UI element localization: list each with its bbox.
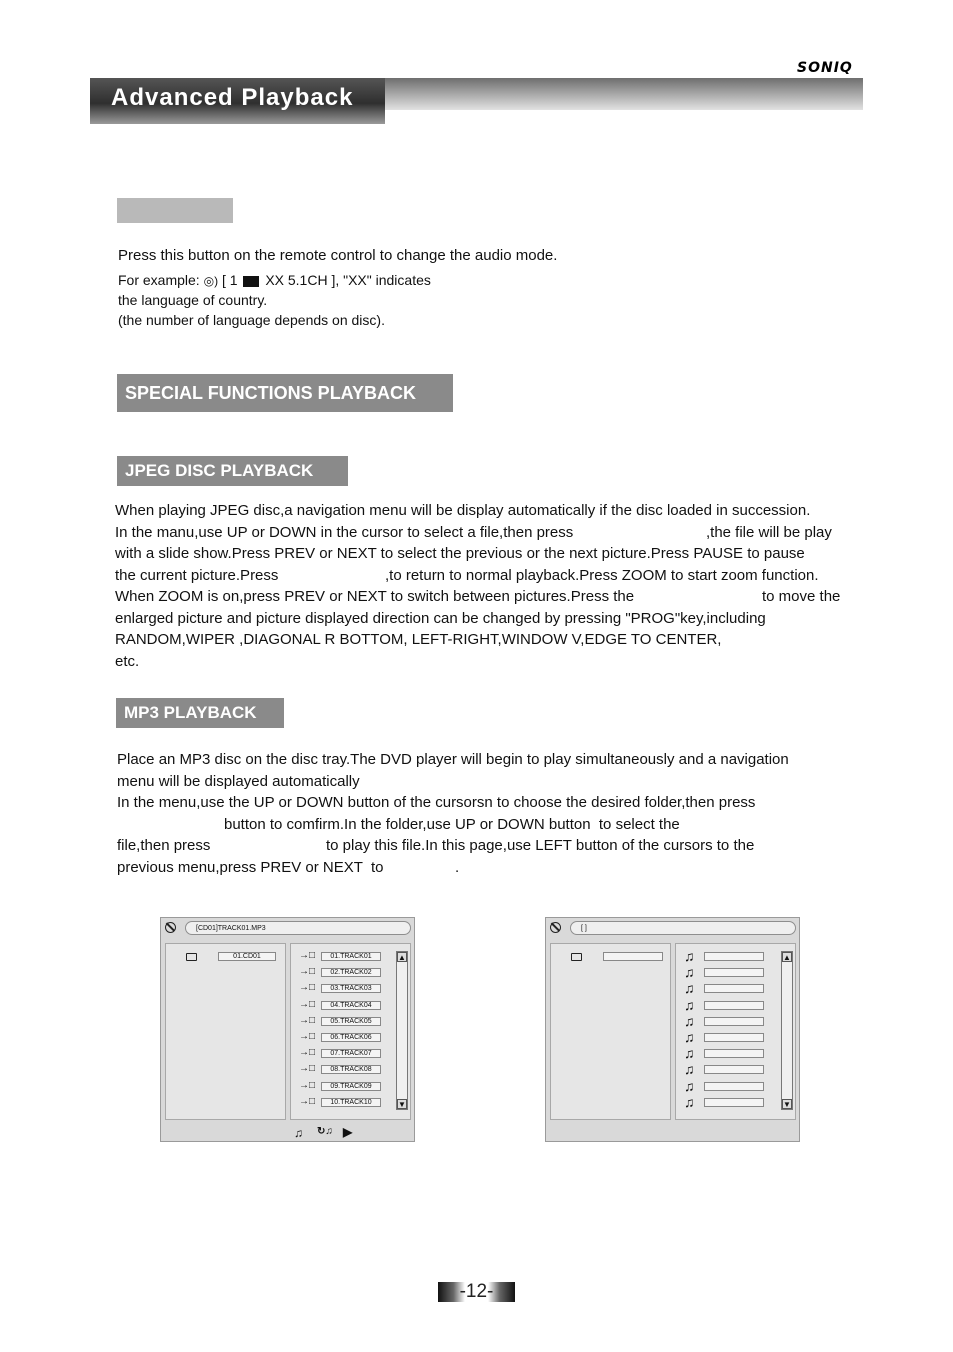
track-item[interactable] <box>704 1049 764 1058</box>
folder-pane <box>550 943 671 1120</box>
jpeg-section-label: JPEG DISC PLAYBACK <box>117 456 348 486</box>
jpeg-line: with a slide show.Press PREV or NEXT to select the previous or the next picture.Press PAUSE to pause <box>115 545 805 562</box>
scrollbar[interactable] <box>396 951 408 1110</box>
folder-pane <box>165 943 286 1120</box>
track-item[interactable] <box>704 1065 764 1074</box>
music-file-icon: ♫ <box>684 980 695 997</box>
path-bar: [CD01]TRACK01.MP3 <box>185 921 411 935</box>
track-file-icon: →□ <box>299 966 316 978</box>
special-functions-label: SPECIAL FUNCTIONS PLAYBACK <box>117 374 453 412</box>
audio-line-1: Press this button on the remote control to change the audio mode. <box>118 247 558 264</box>
jpeg-line: ,the file will be play <box>706 523 832 541</box>
disc-icon <box>165 922 176 933</box>
audio-line-4: (the number of language depends on disc). <box>118 312 385 328</box>
mp3-line: In the menu,use the UP or DOWN button of the cursorsn to choose the desired folder,then press <box>117 794 756 811</box>
disc-icon <box>550 922 561 933</box>
track-item[interactable]: 04.TRACK04 <box>321 1001 381 1010</box>
audio-line-2 <box>118 270 431 291</box>
track-file-icon: →□ <box>299 1014 316 1026</box>
track-pane <box>290 943 411 1120</box>
music-file-icon: ♫ <box>684 1093 695 1110</box>
track-item[interactable] <box>704 1017 764 1026</box>
folder-icon <box>186 953 197 961</box>
music-file-icon: ♫ <box>684 964 695 981</box>
mp3-line: file,then press <box>117 837 211 854</box>
track-item[interactable] <box>704 952 764 961</box>
track-item[interactable] <box>704 968 764 977</box>
jpeg-line: the current picture.Press <box>115 566 279 584</box>
track-item[interactable] <box>704 1082 764 1091</box>
track-item[interactable]: 06.TRACK06 <box>321 1033 381 1042</box>
mp3-text <box>117 749 837 879</box>
music-note-icon[interactable]: ♫ <box>294 1126 303 1140</box>
mp3-menu-screen-1 <box>160 917 415 1142</box>
mp3-line: . <box>455 858 460 876</box>
music-file-icon: ♫ <box>684 1029 695 1045</box>
mp3-line: Place an MP3 disc on the disc tray.The DVD player will begin to play simultaneously and a navigation <box>117 751 789 768</box>
track-file-icon: →□ <box>299 1031 316 1042</box>
audio-example-prefix: For example: <box>118 272 200 288</box>
music-file-icon: ♫ <box>684 1045 695 1062</box>
audio-example-suffix: XX 5.1CH ], "XX" indicates <box>265 272 431 288</box>
scroll-up-icon[interactable]: ▲ <box>783 953 791 962</box>
track-item[interactable]: 02.TRACK02 <box>321 968 381 977</box>
jpeg-text <box>115 500 855 675</box>
music-file-icon: ♫ <box>684 1077 695 1094</box>
folder-item[interactable]: 01.CD01 <box>218 952 276 961</box>
track-file-icon: →□ <box>299 998 316 1010</box>
mp3-line: to play this file.In this page,use LEFT button of the cursors to the <box>326 837 755 854</box>
track-item[interactable]: 05.TRACK05 <box>321 1017 381 1026</box>
track-file-icon: →□ <box>299 950 316 961</box>
track-item[interactable] <box>704 984 764 993</box>
folder-item[interactable] <box>603 952 663 961</box>
jpeg-line: enlarged picture and picture displayed direction can be changed by pressing "PROG"key,including <box>115 609 766 627</box>
jpeg-line: ,to return to normal playback.Press ZOOM to start zoom function. <box>385 566 819 584</box>
scroll-up-icon[interactable]: ▲ <box>398 953 406 962</box>
scrollbar[interactable] <box>781 951 793 1110</box>
audio-example-mid: [ 1 <box>221 272 238 288</box>
repeat-icon[interactable]: ↻♫ <box>317 1126 333 1137</box>
brand-logo: SONIQ <box>797 60 853 76</box>
track-item[interactable]: 10.TRACK10 <box>321 1098 381 1107</box>
track-item[interactable]: 01.TRACK01 <box>321 952 381 961</box>
track-file-icon: →□ <box>299 1079 316 1091</box>
music-file-icon: ♫ <box>684 996 695 1013</box>
track-item[interactable]: 09.TRACK09 <box>321 1082 381 1091</box>
jpeg-line: etc. <box>115 652 140 670</box>
track-item[interactable] <box>704 1098 764 1107</box>
jpeg-line: RANDOM,WIPER ,DIAGONAL R BOTTOM, LEFT-RIGHT,WINDOW V,EDGE TO CENTER, <box>115 631 722 648</box>
track-item[interactable]: 03.TRACK03 <box>321 984 381 993</box>
audio-icon: ◎) <box>203 274 219 288</box>
scroll-down-icon[interactable]: ▼ <box>398 1100 406 1109</box>
audio-section-label <box>117 198 233 223</box>
jpeg-line: to move the <box>762 588 841 605</box>
dolby-icon <box>243 276 259 287</box>
folder-icon <box>571 953 582 961</box>
mp3-section-label: MP3 PLAYBACK <box>116 698 284 728</box>
track-item[interactable]: 08.TRACK08 <box>321 1065 381 1074</box>
mp3-menu-screen-2 <box>545 917 800 1142</box>
play-icon[interactable]: ▶ <box>343 1125 353 1139</box>
track-item[interactable] <box>704 1001 764 1010</box>
track-item[interactable] <box>704 1033 764 1042</box>
music-file-icon: ♫ <box>684 948 695 964</box>
page-title: Advanced Playback <box>111 84 354 111</box>
track-file-icon: →□ <box>299 1063 316 1075</box>
track-file-icon: →□ <box>299 1095 316 1107</box>
mp3-line: menu will be displayed automatically <box>117 772 360 790</box>
jpeg-line: When playing JPEG disc,a navigation menu will be display automatically if the disc loaded in succession. <box>115 502 811 519</box>
path-bar: [ ] <box>570 921 796 935</box>
music-file-icon: ♫ <box>684 1012 695 1029</box>
jpeg-line: In the manu,use UP or DOWN in the cursor to select a file,then press <box>115 523 574 541</box>
music-file-icon: ♫ <box>684 1061 695 1078</box>
mp3-line: button to comfirm.In the folder,use UP or DOWN button to select the <box>224 815 680 833</box>
jpeg-line: When ZOOM is on,press PREV or NEXT to switch between pictures.Press the <box>115 588 635 605</box>
track-file-icon: →□ <box>299 1047 316 1059</box>
page-number: -12- <box>438 1282 515 1302</box>
track-pane <box>675 943 796 1120</box>
track-file-icon: →□ <box>299 982 316 994</box>
mp3-line: previous menu,press PREV or NEXT to <box>117 858 384 876</box>
scroll-down-icon[interactable]: ▼ <box>783 1100 791 1109</box>
audio-line-3: the language of country. <box>118 292 268 308</box>
track-item[interactable]: 07.TRACK07 <box>321 1049 381 1058</box>
